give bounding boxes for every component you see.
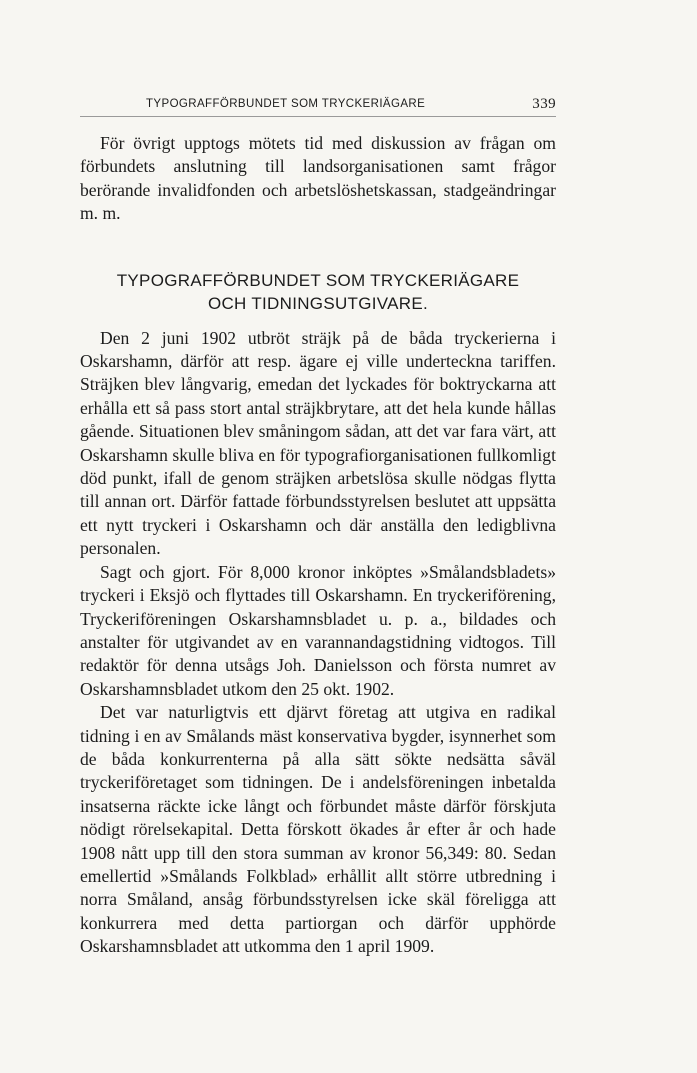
running-header	[80, 94, 556, 117]
body-paragraph-2: Sagt och gjort. För 8,000 kronor inköptes »Smålandsbladets» tryckeri i Eksjö och flyttades till Oskarshamn. En tryckeriförening, Tryckeriföreningen Oskarshamnsbladet u. p. a., bildades och anstalter för utgivandet av en varannandagstidning vidtogos. Till redaktör för denna utsågs Joh. Danielsson och första numret av Oskarshamnsbladet utkom den 25 okt. 1902.	[80, 561, 556, 699]
body-paragraph-3: Det var naturligtvis ett djärvt företag att utgiva en radikal tidning i en av Smålands mäst konservativa bygder, isynnerhet som de båda konkurrenterna på alla sätt sökte nedsätta såväl tryckeriföretaget som tidningen. De i andelsföreningen inbetalda insatserna räckte icke långt och förbundet måste därför förskjuta nödigt rörelsekapital. Detta förskott ökades år efter år och hade 1908 nått upp till den stora summan av kronor 56,349: 80. Sedan emellertid »Smålands Folkblad» erhållit allt större utbredning i norra Småland, ansåg förbundsstyrelsen icke skäl föreligga att konkurrera med detta partiorgan och därför upphörde Oskarshamnsbladet att utkomma den 1 april 1909.	[80, 702, 556, 957]
section-heading-line-1: TYPOGRAFFÖRBUNDET SOM TRYCKERIÄGARE	[116, 270, 520, 290]
running-title: TYPOGRAFFÖRBUNDET SOM TRYCKERIÄGARE	[146, 98, 426, 110]
section-heading-line-2: OCH TIDNINGSUTGIVARE.	[207, 293, 429, 313]
book-page	[80, 94, 556, 959]
intro-paragraph: För övrigt upptogs mötets tid med diskussion av frågan om förbundets anslutning till landsorganisationen samt frågor berörande invalidfonden och arbetslöshetskassan, stadgeändringar m. m.	[80, 133, 556, 224]
page-number: 339	[532, 96, 556, 112]
body-paragraph-1: Den 2 juni 1902 utbröt sträjk på de båda tryckerierna i Oskarshamn, därför att resp. ägare ej ville underteckna tariffen. Sträjken blev långvarig, emedan det lyckades för boktryckarna att erhålla ett så pass stort antal sträjkbrytare, att det hela kunde hållas gående. Situationen blev småningom sådan, att det var fara värt, att Oskarshamn skulle bliva en för typografiorganisationen fullkomligt död punkt, ifall de genom sträjken arbetslösa skulle nödgas flytta till annan ort. Därför fattade förbundsstyrelsen beslutet att uppsätta ett nytt tryckeri i Oskarshamn och där anställa den ledigblivna personalen.	[80, 327, 556, 559]
section-heading	[80, 269, 556, 315]
